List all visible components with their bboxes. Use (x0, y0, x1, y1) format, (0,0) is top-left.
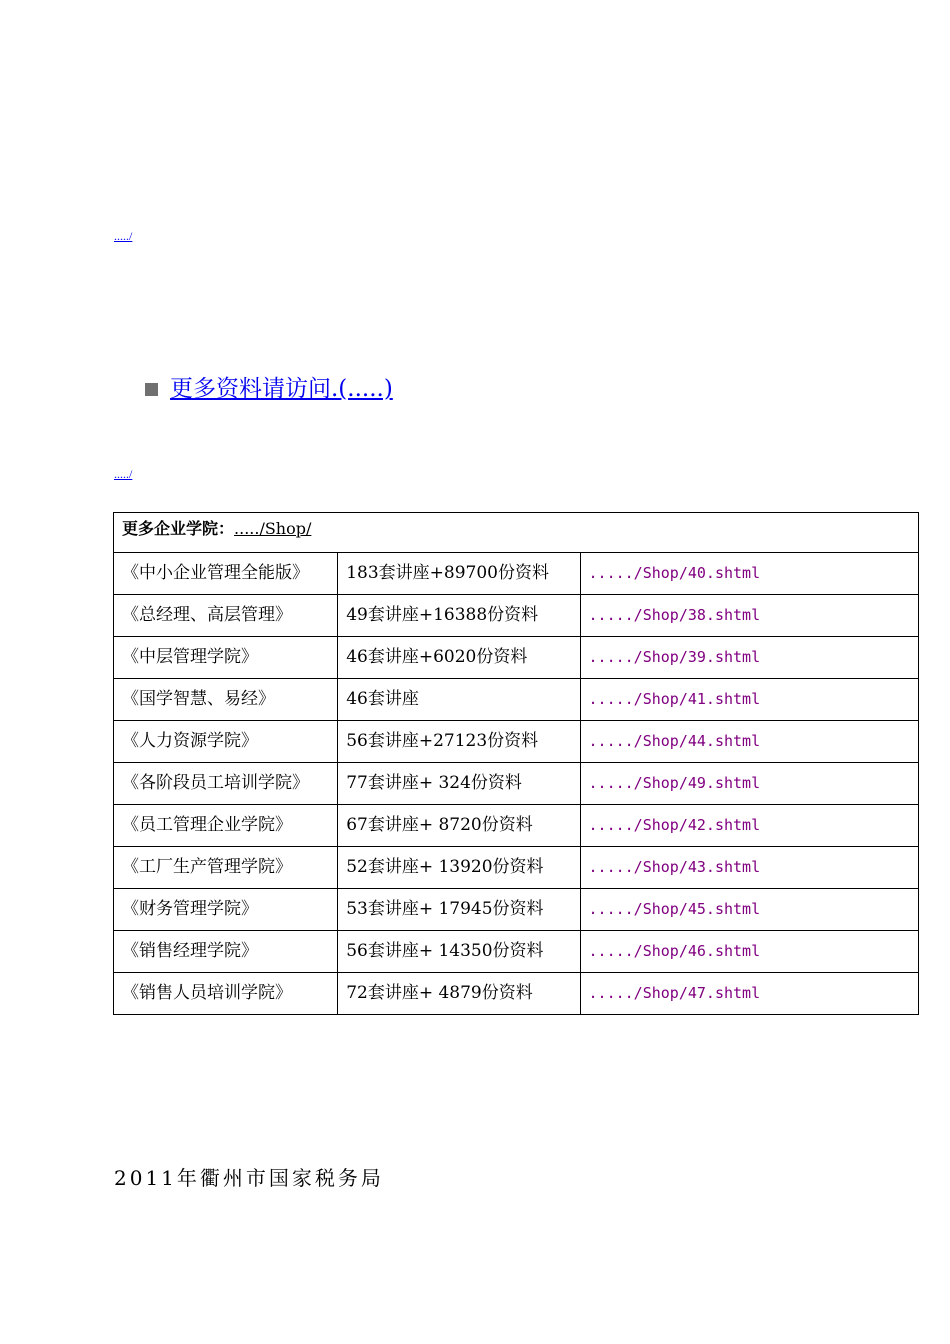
top-link-2[interactable]: ...../ (114, 467, 133, 481)
square-bullet-icon (145, 383, 158, 396)
course-count-cell: 67套讲座+ 8720份资料 (338, 805, 580, 847)
table-row (114, 595, 919, 637)
course-catalog-table (113, 512, 919, 1015)
course-count-cell: 56套讲座+ 14350份资料 (338, 931, 580, 973)
table-row (114, 721, 919, 763)
table-row (114, 637, 919, 679)
table-row (114, 931, 919, 973)
table-row (114, 889, 919, 931)
course-count-cell: 56套讲座+27123份资料 (338, 721, 580, 763)
course-count-cell: 52套讲座+ 13920份资料 (338, 847, 580, 889)
course-count-cell: 46套讲座+6020份资料 (338, 637, 580, 679)
table-row (114, 679, 919, 721)
course-name-cell: 《总经理、高层管理》 (114, 595, 338, 637)
course-count-cell: 53套讲座+ 17945份资料 (338, 889, 580, 931)
course-name-cell: 《财务管理学院》 (114, 889, 338, 931)
table-header-url[interactable]: ...../Shop/ (234, 519, 312, 538)
course-count-cell: 46套讲座 (338, 679, 580, 721)
course-url-cell[interactable]: ...../Shop/40.shtml (580, 553, 918, 595)
table-row (114, 973, 919, 1015)
course-url-cell[interactable]: ...../Shop/49.shtml (580, 763, 918, 805)
course-name-cell: 《中小企业管理全能版》 (114, 553, 338, 595)
course-name-cell: 《中层管理学院》 (114, 637, 338, 679)
table-header-title: 更多企业学院： (122, 519, 235, 538)
course-url-cell[interactable]: ...../Shop/39.shtml (580, 637, 918, 679)
course-name-cell: 《销售人员培训学院》 (114, 973, 338, 1015)
course-name-cell: 《销售经理学院》 (114, 931, 338, 973)
course-url-cell[interactable]: ...../Shop/45.shtml (580, 889, 918, 931)
table-row (114, 553, 919, 595)
course-name-cell: 《各阶段员工培训学院》 (114, 763, 338, 805)
top-link-1[interactable]: ...../ (114, 229, 133, 243)
course-url-cell[interactable]: ...../Shop/41.shtml (580, 679, 918, 721)
table-row (114, 763, 919, 805)
course-url-cell[interactable]: ...../Shop/47.shtml (580, 973, 918, 1015)
course-name-cell: 《国学智慧、易经》 (114, 679, 338, 721)
course-name-cell: 《人力资源学院》 (114, 721, 338, 763)
course-url-cell[interactable]: ...../Shop/43.shtml (580, 847, 918, 889)
footer-title: 2011年衢州市国家税务局 (114, 1166, 384, 1190)
course-count-cell: 183套讲座+89700份资料 (338, 553, 580, 595)
table-header-cell (114, 513, 919, 553)
course-count-cell: 77套讲座+ 324份资料 (338, 763, 580, 805)
table-header-row (114, 513, 919, 553)
course-url-cell[interactable]: ...../Shop/42.shtml (580, 805, 918, 847)
course-name-cell: 《员工管理企业学院》 (114, 805, 338, 847)
table-row (114, 805, 919, 847)
course-count-cell: 49套讲座+16388份资料 (338, 595, 580, 637)
course-name-cell: 《工厂生产管理学院》 (114, 847, 338, 889)
table-row (114, 847, 919, 889)
course-url-cell[interactable]: ...../Shop/38.shtml (580, 595, 918, 637)
course-count-cell: 72套讲座+ 4879份资料 (338, 973, 580, 1015)
more-resources-link[interactable]: 更多资料请访问.(.....) (170, 376, 393, 402)
more-resources-heading (145, 374, 393, 404)
course-url-cell[interactable]: ...../Shop/44.shtml (580, 721, 918, 763)
course-url-cell[interactable]: ...../Shop/46.shtml (580, 931, 918, 973)
